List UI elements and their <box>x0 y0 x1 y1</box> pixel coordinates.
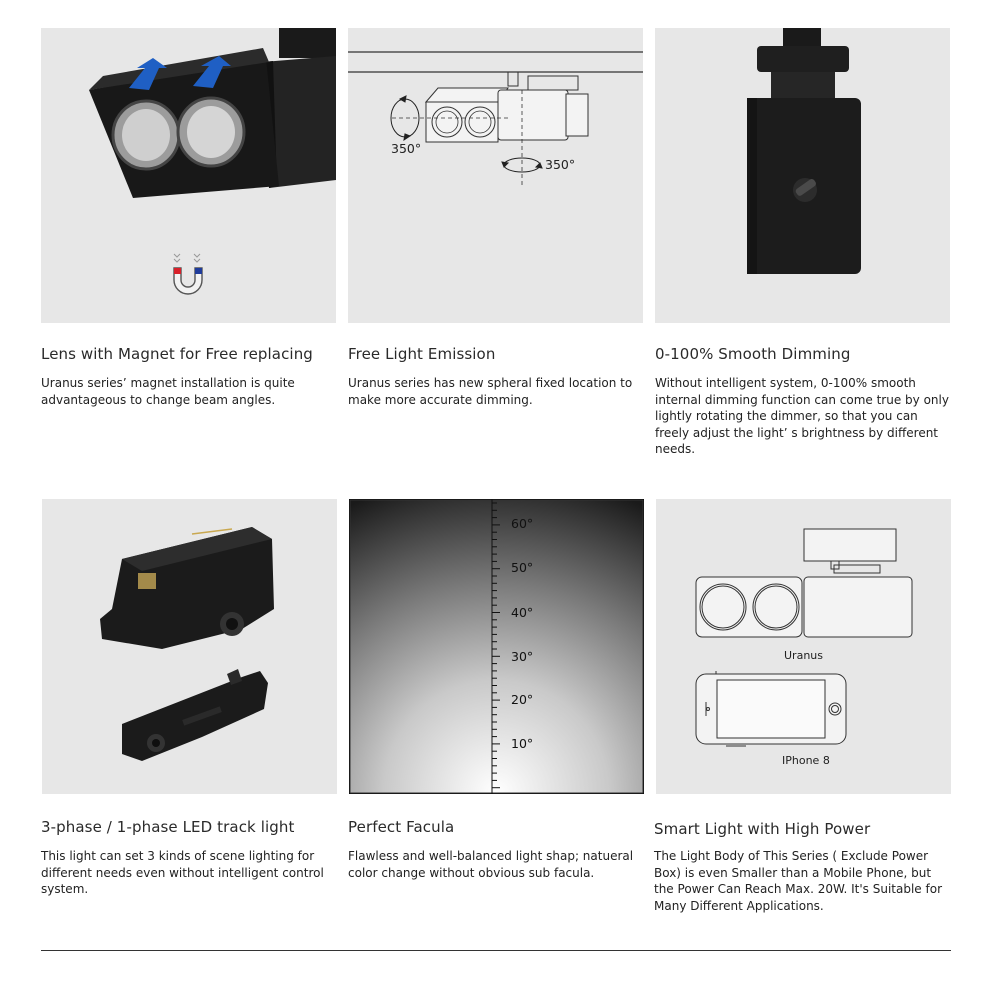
feature-title-2: Free Light Emission <box>348 345 496 363</box>
dimming-image <box>655 28 950 323</box>
feature-desc-2: Uranus series has new spheral fixed location to make more accurate dimming. <box>348 376 633 407</box>
magnet-icon <box>174 254 202 294</box>
scale-label-60: 60° <box>511 516 534 531</box>
fixture-label: Uranus <box>784 649 823 662</box>
phone-icon <box>696 671 846 746</box>
feature-title-4: 3-phase / 1-phase LED track light <box>41 818 295 836</box>
feature-title-6: Smart Light with High Power <box>654 820 871 838</box>
bottom-divider <box>41 950 951 951</box>
track-adapter-image <box>42 499 337 794</box>
feature-desc-1: Uranus series’ magnet installation is quite advantageous to change beam angles. <box>41 376 295 407</box>
scale-label-50: 50° <box>511 560 534 575</box>
lens-magnet-image <box>41 28 336 323</box>
scale-label-10: 10° <box>511 736 534 751</box>
scale-label-20: 20° <box>511 692 534 707</box>
feature-title-5: Perfect Facula <box>348 818 455 836</box>
size-comparison-diagram <box>656 499 951 794</box>
feature-title-3: 0-100% Smooth Dimming <box>655 345 851 363</box>
feature-desc-3: Without intelligent system, 0-100% smooth internal dimming function can come true by only lightly rotating the dimmer, so that you can freely adjust the light’ s brightness by different needs. <box>655 376 949 456</box>
scale-label-40: 40° <box>511 605 534 620</box>
feature-desc-4: This light can set 3 kinds of scene lighting for different needs even without intelligent control system. <box>41 849 324 896</box>
light-emission-diagram <box>348 28 643 323</box>
feature-desc-5: Flawless and well-balanced light shap; natueral color change without obvious sub facula. <box>348 849 634 880</box>
feature-desc-6: The Light Body of This Series ( Exclude Power Box) is even Smaller than a Mobile Phone, but the Power Can Reach Max. 20W. It's Suitable for Many Different Applications. <box>654 849 943 913</box>
feature-title-1: Lens with Magnet for Free replacing <box>41 345 313 363</box>
facula-image <box>349 499 644 794</box>
phone-label: IPhone 8 <box>782 754 830 767</box>
horizontal-rotation-label: 350° <box>545 157 576 172</box>
scale-label-30: 30° <box>511 649 534 664</box>
dimmer-knob-icon <box>793 178 817 202</box>
vertical-rotation-label: 350° <box>391 141 422 156</box>
